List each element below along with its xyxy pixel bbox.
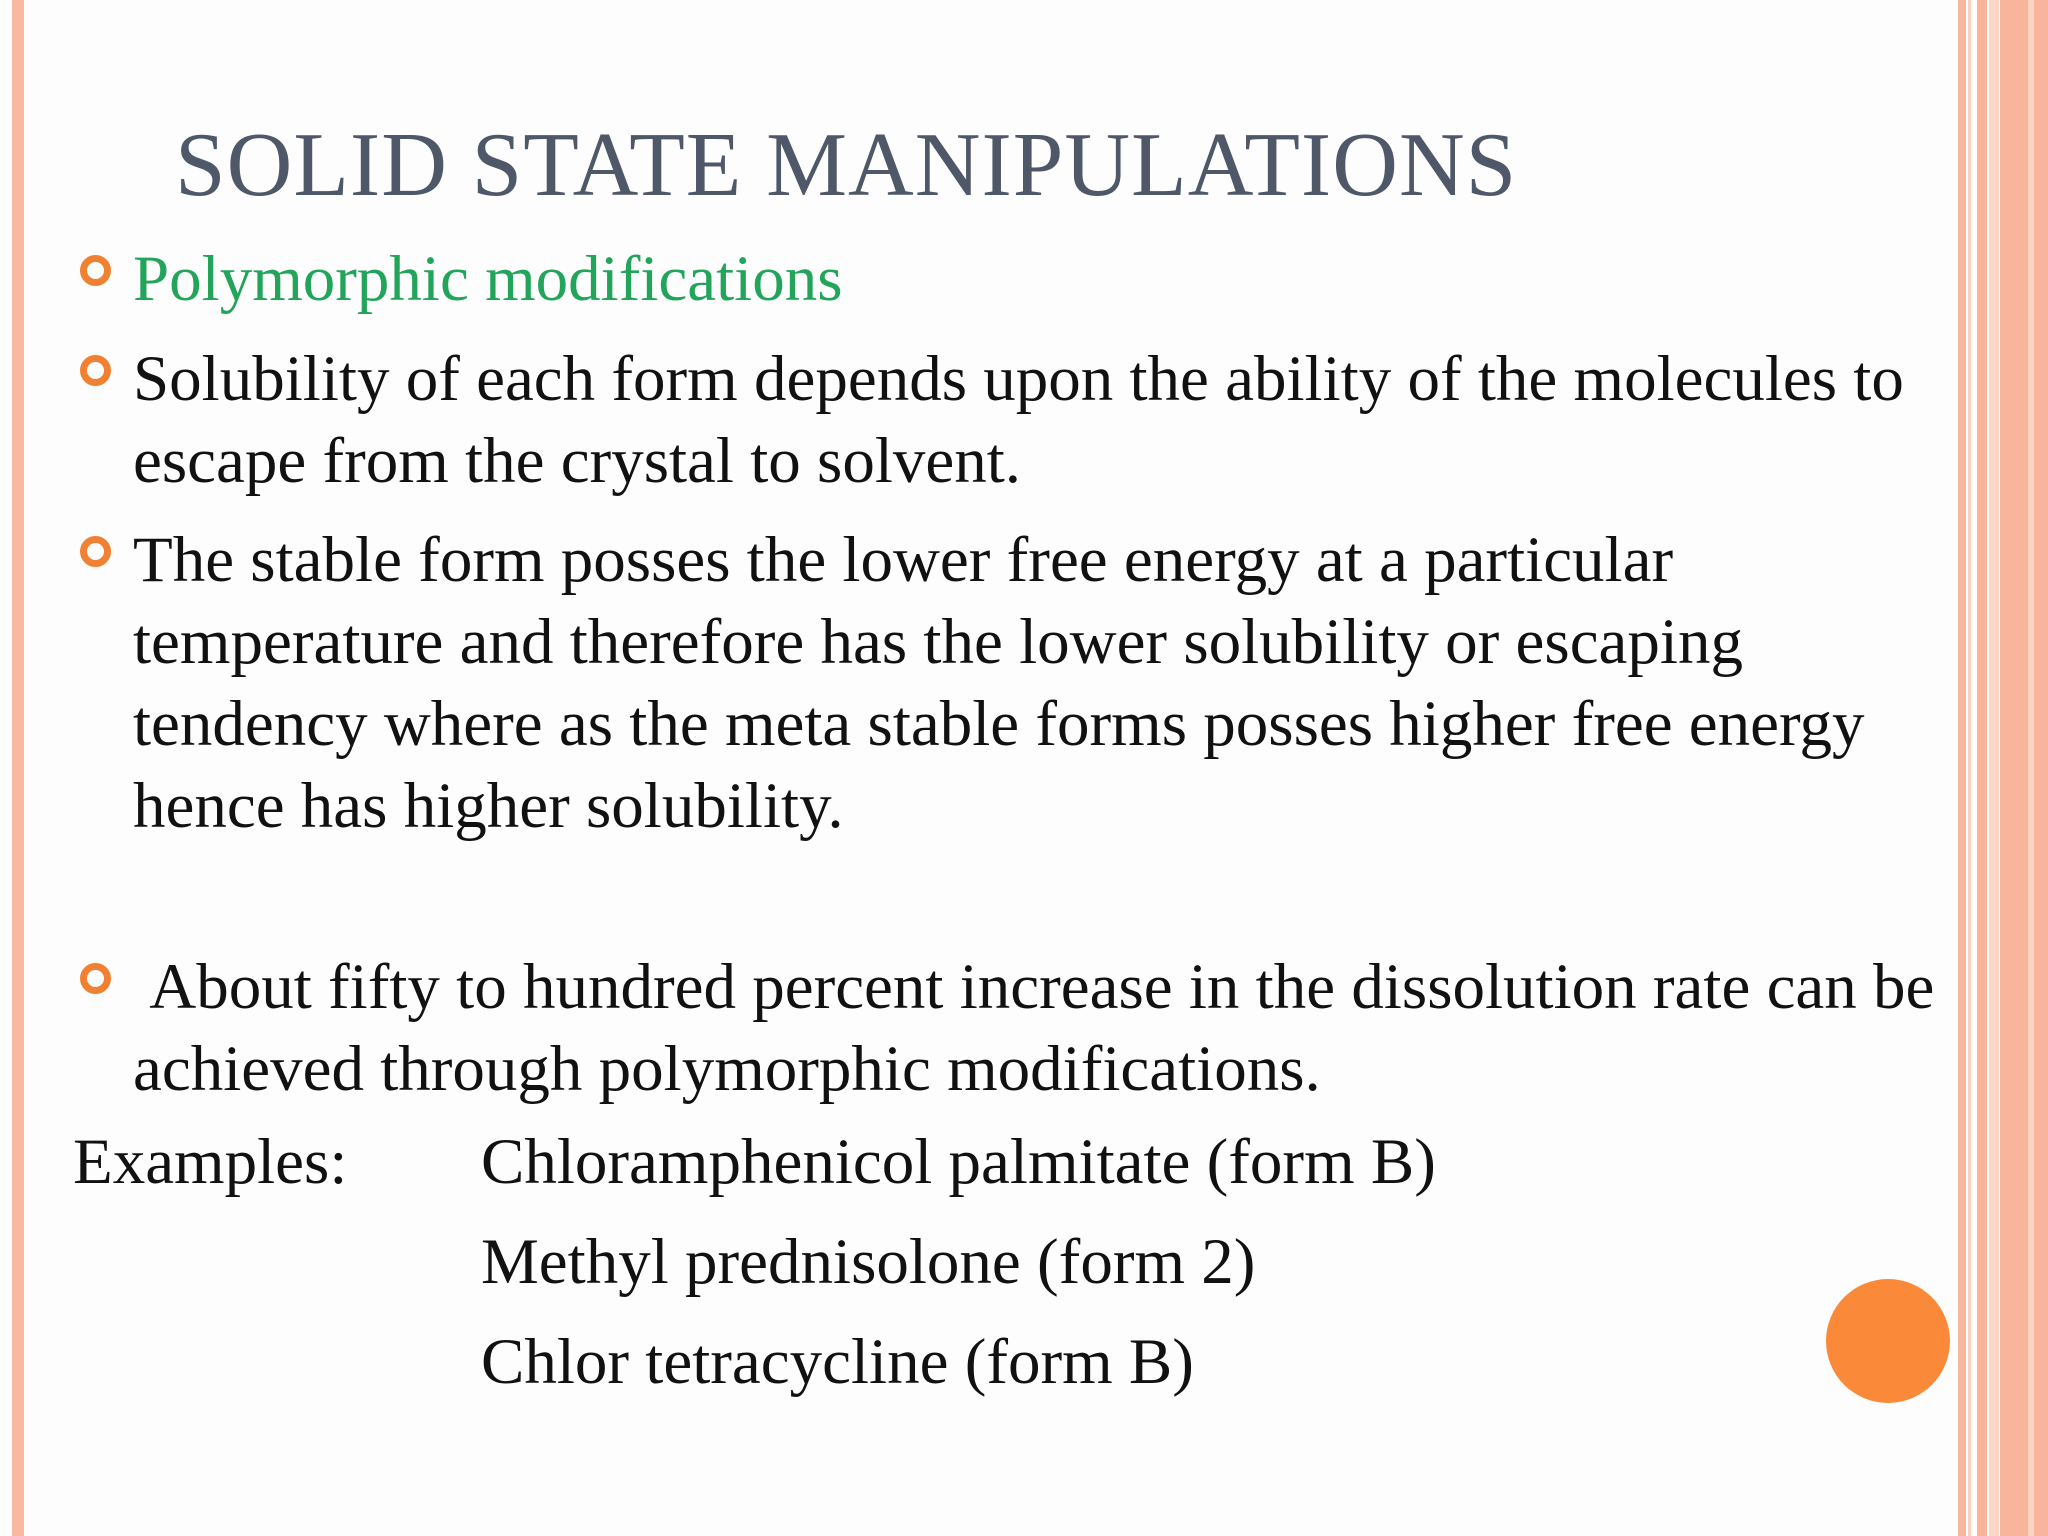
example-item: Methyl prednisolone (form 2) bbox=[481, 1226, 1256, 1298]
bullet-item: The stable form posses the lower free energy at a particular temperature and therefore has the lower solubility or escaping tendency where as the meta stable forms posses higher free energy hence has higher solubility. bbox=[133, 524, 1865, 842]
ring-bullet-icon bbox=[80, 255, 111, 286]
bullet-item: About fifty to hundred percent increase in the dissolution rate can be achieved through polymorphic modifications. bbox=[133, 951, 1951, 1105]
right-stripe bbox=[2028, 0, 2034, 1536]
right-stripe bbox=[1989, 0, 1999, 1536]
example-item: Chlor tetracycline (form B) bbox=[481, 1326, 1194, 1398]
left-border-stripe bbox=[12, 0, 24, 1536]
right-stripe bbox=[1977, 0, 1987, 1536]
bullet-item: Polymorphic modifications bbox=[133, 243, 843, 315]
slide-title: SOLID STATE MANIPULATIONS bbox=[175, 114, 1518, 215]
orange-circle-decoration bbox=[1826, 1279, 1950, 1403]
right-stripe bbox=[2000, 0, 2048, 1536]
ring-bullet-icon bbox=[80, 355, 111, 386]
example-item: Chloramphenicol palmitate (form B) bbox=[481, 1126, 1436, 1198]
right-stripe bbox=[1968, 0, 1971, 1536]
bullet-item: Solubility of each form depends upon the ability of the molecules to escape from the crystal to solvent. bbox=[133, 343, 1904, 497]
ring-bullet-icon bbox=[80, 536, 111, 567]
ring-bullet-icon bbox=[80, 963, 111, 994]
examples-label: Examples: bbox=[73, 1126, 348, 1198]
right-border-stripes bbox=[1958, 0, 2048, 1536]
